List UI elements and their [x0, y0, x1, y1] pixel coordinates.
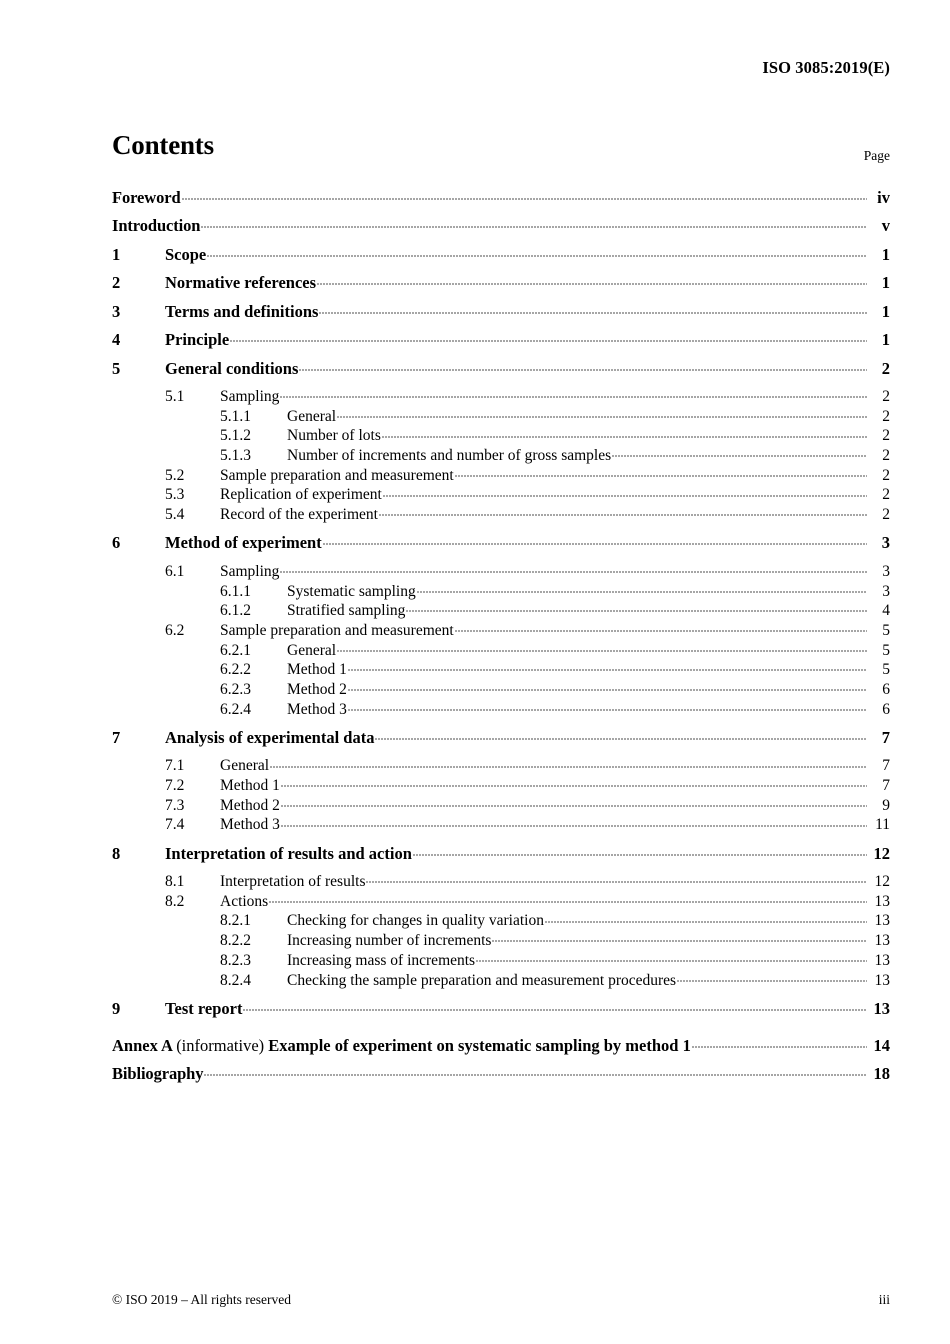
toc-entry[interactable]	[112, 726, 890, 755]
toc-entry-number: 5.3	[165, 486, 185, 504]
toc-entry-number: 6	[112, 533, 121, 553]
page-footer	[112, 1292, 890, 1308]
toc-entry-page: 13	[874, 951, 890, 969]
toc-entry[interactable]	[112, 580, 890, 600]
toc-entry-page: iv	[877, 187, 890, 207]
toc-entry-page: 2	[882, 466, 890, 484]
dot-leader	[243, 997, 867, 1014]
toc-entry[interactable]	[112, 842, 890, 871]
dot-leader	[281, 794, 867, 810]
toc-entry[interactable]	[112, 186, 890, 215]
toc-entry-label: Introduction	[112, 216, 201, 235]
toc-entry[interactable]	[112, 755, 890, 775]
toc-entry[interactable]	[112, 871, 890, 891]
dot-leader	[492, 930, 867, 946]
toc-entry-label: General	[220, 757, 270, 775]
toc-entry-label: Sample preparation and measurement	[220, 621, 454, 639]
toc-entry-number: 6.2	[165, 621, 185, 639]
toc-entry-page: 13	[873, 998, 890, 1018]
dot-leader	[455, 619, 867, 635]
toc-entry-page: 13	[874, 912, 890, 930]
toc-entry[interactable]	[112, 969, 890, 989]
toc-entry[interactable]	[112, 619, 890, 639]
toc-entry-label: Systematic sampling	[287, 582, 416, 600]
toc-entry[interactable]	[112, 600, 890, 620]
toc-entry-number: 4	[112, 330, 121, 349]
toc-entry[interactable]	[112, 659, 890, 679]
toc-entry[interactable]	[112, 425, 890, 445]
toc-entry-label: Stratified sampling	[287, 602, 406, 620]
toc-entry[interactable]	[112, 814, 890, 834]
dot-leader	[201, 215, 867, 232]
toc-entry-page: 2	[881, 358, 890, 378]
toc-entry-label: Method 3	[220, 816, 280, 834]
toc-entry[interactable]	[112, 504, 890, 524]
toc-entry-number: 2	[112, 273, 121, 292]
toc-entry-number: 6.2.4	[220, 700, 251, 718]
toc-entry-number: 8.1	[165, 873, 185, 891]
toc-entry-page: 5	[882, 641, 890, 659]
toc-entry-label	[112, 1036, 691, 1056]
toc-entry-label: Replication of experiment	[220, 486, 382, 504]
toc-entry-page: v	[881, 216, 890, 235]
toc-entry-page: 7	[882, 777, 890, 794]
toc-entry-label: Analysis of experimental data	[165, 727, 375, 747]
toc-entry-label: Number of lots	[287, 427, 381, 445]
toc-entry-label: Method 3	[287, 700, 347, 718]
dot-leader	[317, 272, 867, 289]
toc-entry-page: 5	[882, 621, 890, 639]
dot-leader	[323, 532, 867, 549]
toc-entry-number: 8.2	[165, 892, 185, 910]
toc-entry-number: 7.2	[165, 777, 185, 794]
toc-entry[interactable]	[112, 445, 890, 465]
toc-entry[interactable]	[112, 910, 890, 930]
toc-entry-label: Increasing mass of increments	[287, 951, 476, 969]
toc-entry-page: 7	[882, 757, 890, 775]
dot-leader	[348, 678, 867, 694]
toc-entry[interactable]	[112, 532, 890, 561]
toc-entry-number: 6.1	[165, 562, 185, 580]
toc-entry-page: 1	[881, 273, 890, 292]
toc-entry-page: 2	[882, 427, 890, 445]
toc-entry[interactable]	[112, 775, 890, 795]
dot-leader	[182, 186, 867, 203]
toc-entry-page: 13	[874, 932, 890, 950]
dot-leader	[270, 755, 867, 771]
toc-entry[interactable]	[112, 215, 890, 244]
toc-entry-label: Test report	[165, 998, 243, 1018]
page-folio: iii	[878, 1292, 890, 1307]
toc-entry-label: Bibliography	[112, 1064, 204, 1084]
toc-entry-page: 13	[874, 971, 890, 989]
toc-entry[interactable]	[112, 464, 890, 484]
toc-entry-page: 3	[882, 562, 890, 580]
toc-entry-label: Record of the experiment	[220, 506, 378, 524]
annex-label: Annex A	[112, 1035, 173, 1055]
toc-entry-label: Scope	[165, 244, 207, 264]
toc-entry-label: General conditions	[165, 358, 299, 378]
toc-entry-label: Number of increments and number of gross samples	[287, 447, 612, 465]
copyright-notice: © ISO 2019 – All rights reserved	[112, 1292, 291, 1307]
toc-entry-number: 8	[112, 843, 121, 863]
dot-leader	[269, 890, 867, 906]
toc-entry-page: 2	[882, 447, 890, 465]
dot-leader	[299, 357, 867, 374]
toc-entry-number: 7.1	[165, 757, 185, 775]
toc-entry-page: 3	[882, 582, 890, 600]
toc-entry-page: 2	[882, 486, 890, 504]
toc-entry-label: Method 2	[220, 796, 280, 814]
toc-entry-label: Method 1	[220, 777, 280, 794]
toc-entry-number: 6.2.3	[220, 680, 251, 698]
toc-entry-label: Terms and definitions	[165, 301, 319, 321]
dot-leader	[366, 871, 867, 887]
toc-entry-number: 5.1	[165, 388, 185, 405]
toc-entry-page: 3	[881, 533, 890, 553]
toc-entry-number: 6.2.2	[220, 661, 251, 679]
toc-entry[interactable]	[112, 405, 890, 425]
toc-entry-number: 5	[112, 358, 121, 378]
toc-entry-label: Sampling	[220, 388, 280, 405]
toc-entry-label: Checking for changes in quality variation	[287, 912, 544, 930]
toc-entry-number: 8.2.4	[220, 971, 251, 989]
toc-entry-label: Actions	[220, 892, 269, 910]
toc-entry-label: Interpretation of results	[220, 873, 366, 891]
dot-leader	[413, 842, 867, 859]
toc-entry-number: 1	[112, 244, 121, 264]
toc-entry-page: 13	[874, 892, 890, 910]
toc-entry[interactable]	[112, 930, 890, 950]
page-column-header: Page	[863, 148, 890, 163]
toc-entry-label: Method 1	[287, 661, 347, 679]
toc-entry-page: 12	[874, 873, 890, 891]
dot-leader	[337, 405, 867, 421]
dot-leader	[348, 698, 867, 714]
page-title: Contents	[112, 130, 214, 160]
dot-leader	[348, 659, 867, 675]
dot-leader	[417, 580, 867, 596]
toc-entry-page: 2	[882, 506, 890, 524]
dot-leader	[281, 775, 867, 791]
toc-entry-annex-a[interactable]	[112, 1034, 890, 1063]
toc-entry-number: 7.4	[165, 816, 185, 834]
toc-entry-number: 6.2.1	[220, 641, 251, 659]
table-of-contents	[112, 186, 890, 1091]
dot-leader	[204, 1063, 867, 1080]
toc-entry[interactable]	[112, 272, 890, 301]
running-header-standard-ref: ISO 3085:2019(E)	[762, 58, 890, 77]
toc-entry[interactable]	[112, 300, 890, 329]
toc-entry-label: Normative references	[165, 273, 317, 292]
toc-entry[interactable]	[112, 357, 890, 386]
toc-entry[interactable]	[112, 949, 890, 969]
dot-leader	[281, 814, 867, 830]
dot-leader	[692, 1034, 867, 1051]
toc-entry[interactable]	[112, 329, 890, 358]
toc-entry-label: General	[287, 641, 337, 659]
toc-entry-page: 1	[881, 301, 890, 321]
dot-leader	[455, 464, 867, 480]
toc-entry-label: Foreword	[112, 187, 181, 207]
toc-entry[interactable]	[112, 698, 890, 718]
toc-entry-page: 6	[882, 700, 890, 718]
annex-kind: (informative)	[176, 1035, 265, 1055]
toc-entry-label: Sampling	[220, 562, 280, 580]
toc-entry-page: 18	[873, 1064, 890, 1084]
toc-entry-label: Method 2	[287, 680, 347, 698]
toc-entry-number: 6.1.1	[220, 582, 251, 600]
toc-entry-label: Interpretation of results and action	[165, 843, 412, 863]
toc-entry-page: 11	[875, 816, 890, 834]
toc-entry[interactable]	[112, 639, 890, 659]
annex-title: Example of experiment on systematic sampling by method 1	[268, 1035, 691, 1055]
toc-entry-number: 5.1.1	[220, 407, 251, 425]
dot-leader	[280, 560, 867, 576]
dot-leader	[406, 600, 867, 616]
toc-entry-page: 7	[881, 727, 890, 747]
toc-entry[interactable]	[112, 560, 890, 580]
toc-entry-number: 3	[112, 301, 121, 321]
toc-entry-page: 4	[882, 602, 890, 620]
dot-leader	[319, 300, 867, 317]
toc-entry-page: 2	[882, 407, 890, 425]
toc-entry-number: 5.4	[165, 506, 185, 524]
toc-entry[interactable]	[112, 484, 890, 504]
toc-entry-label: Checking the sample preparation and measurement procedures	[287, 971, 677, 989]
toc-entry-label: Sample preparation and measurement	[220, 466, 454, 484]
dot-leader	[545, 910, 867, 926]
toc-entry-number: 8.2.2	[220, 932, 251, 950]
toc-entry-label: Increasing number of increments	[287, 932, 492, 950]
toc-entry[interactable]	[112, 243, 890, 272]
toc-entry-page: 5	[882, 661, 890, 679]
dot-leader	[612, 445, 867, 461]
toc-entry-label: Principle	[165, 330, 230, 349]
toc-entry-number: 5.2	[165, 466, 185, 484]
dot-leader	[337, 639, 867, 655]
dot-leader	[382, 425, 867, 441]
toc-entry-number: 8.2.1	[220, 912, 251, 930]
toc-entry[interactable]	[112, 386, 890, 406]
toc-entry-number: 5.1.3	[220, 447, 251, 465]
toc-entry-label: General	[287, 407, 337, 425]
toc-entry[interactable]	[112, 890, 890, 910]
dot-leader	[207, 243, 867, 260]
dot-leader	[677, 969, 867, 985]
contents-title-row	[112, 130, 890, 164]
toc-entry-number: 8.2.3	[220, 951, 251, 969]
toc-entry-page: 2	[882, 388, 890, 405]
dot-leader	[476, 949, 867, 965]
toc-entry[interactable]	[112, 678, 890, 698]
dot-leader	[383, 484, 867, 500]
toc-entry-number: 6.1.2	[220, 602, 251, 620]
toc-entry-page: 1	[881, 244, 890, 264]
dot-leader	[280, 386, 867, 402]
dot-leader	[375, 726, 867, 743]
toc-entry-page: 1	[881, 330, 890, 349]
toc-entry-page: 6	[882, 680, 890, 698]
toc-entry-bibliography[interactable]	[112, 1063, 890, 1092]
dot-leader	[230, 329, 867, 346]
toc-entry-number: 7.3	[165, 796, 185, 814]
toc-entry[interactable]	[112, 794, 890, 814]
dot-leader	[379, 504, 867, 520]
toc-entry-number: 9	[112, 998, 121, 1018]
toc-entry-label: Method of experiment	[165, 533, 322, 553]
toc-entry-page: 12	[873, 843, 890, 863]
toc-entry-number: 5.1.2	[220, 427, 251, 445]
toc-entry-page: 14	[873, 1035, 890, 1055]
toc-entry[interactable]	[112, 997, 890, 1026]
toc-entry-number: 7	[112, 727, 121, 747]
toc-entry-page: 9	[882, 796, 890, 814]
